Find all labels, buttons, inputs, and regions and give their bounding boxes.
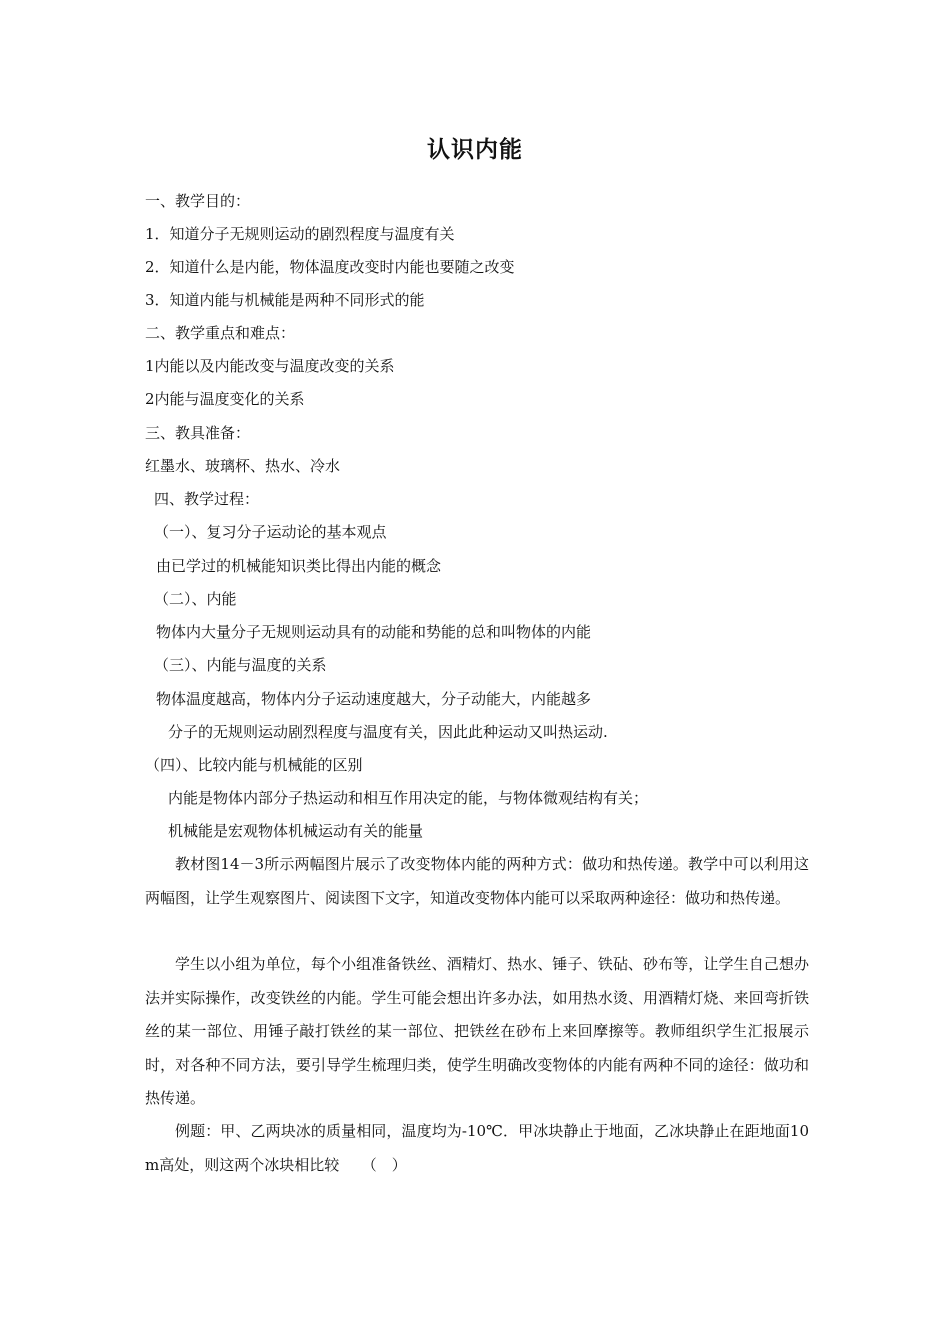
paragraph-example: 例题：甲、乙两块冰的质量相同，温度均为-10℃．甲冰块静止于地面，乙冰块静止在距地面10m高处，则这两个冰块相比较 （ ） — [145, 1122, 809, 1174]
objective-item-3: 3．知道内能与机械能是两种不同形式的能 — [145, 291, 425, 309]
section-heading-key-points: 二、教学重点和难点： — [145, 324, 296, 342]
key-point-item-2: 2内能与温度变化的关系 — [145, 390, 305, 408]
objective-item-2: 2．知道什么是内能，物体温度改变时内能也要随之改变 — [145, 258, 515, 276]
process-step-4-heading: （四）、比较内能与机械能的区别 — [145, 756, 363, 774]
materials-list: 红墨水、玻璃杯、热水、冷水 — [145, 457, 341, 475]
section-heading-process: 四、教学过程： — [154, 490, 260, 508]
document-title: 认识内能 — [427, 137, 523, 163]
paragraph-textbook-figure: 教材图14－3所示两幅图片展示了改变物体内能的两种方式：做功和热传递。教学中可以利用这两幅图，让学生观察图片、阅读图下文字，知道改变物体内能可以采取两种途径：做功和热传递。 — [145, 855, 809, 907]
process-step-3-heading: （三）、内能与温度的关系 — [154, 656, 327, 674]
paragraph-group-activity: 学生以小组为单位，每个小组准备铁丝、酒精灯、热水、锤子、铁砧、砂布等，让学生自己想办法并实际操作，改变铁丝的内能。学生可能会想出许多办法，如用热水烫、用酒精灯烧、来回弯折铁丝的某一部位、用锤子敲打铁丝的某一部位、把铁丝在砂布上来回摩擦等。教师组织学生汇报展示时，对各种不同方法，要引导学生梳理归类，使学生明确改变物体的内能有两种不同的途径：做功和热传递。 — [145, 955, 809, 1107]
key-point-item-1: 1内能以及内能改变与温度改变的关系 — [145, 357, 395, 375]
process-step-4-text-2: 机械能是宏观物体机械运动有关的能量 — [168, 822, 424, 840]
process-step-2-text: 物体内大量分子无规则运动具有的动能和势能的总和叫物体的内能 — [156, 623, 592, 641]
process-step-3-text-2: 分子的无规则运动剧烈程度与温度有关，因此此种运动又叫热运动. — [168, 723, 608, 741]
objective-item-1: 1．知道分子无规则运动的剧烈程度与温度有关 — [145, 225, 455, 243]
process-step-1-text: 由已学过的机械能知识类比得出内能的概念 — [156, 557, 442, 575]
process-step-2-heading: （二）、内能 — [154, 590, 237, 608]
process-step-4-text-1: 内能是物体内部分子热运动和相互作用决定的能，与物体微观结构有关； — [168, 789, 649, 807]
section-heading-objectives: 一、教学目的： — [145, 192, 251, 210]
process-step-3-text-1: 物体温度越高，物体内分子运动速度越大，分子动能大，内能越多 — [156, 690, 592, 708]
process-step-1-heading: （一）、复习分子运动论的基本观点 — [154, 523, 387, 541]
section-heading-materials: 三、教具准备： — [145, 424, 251, 442]
